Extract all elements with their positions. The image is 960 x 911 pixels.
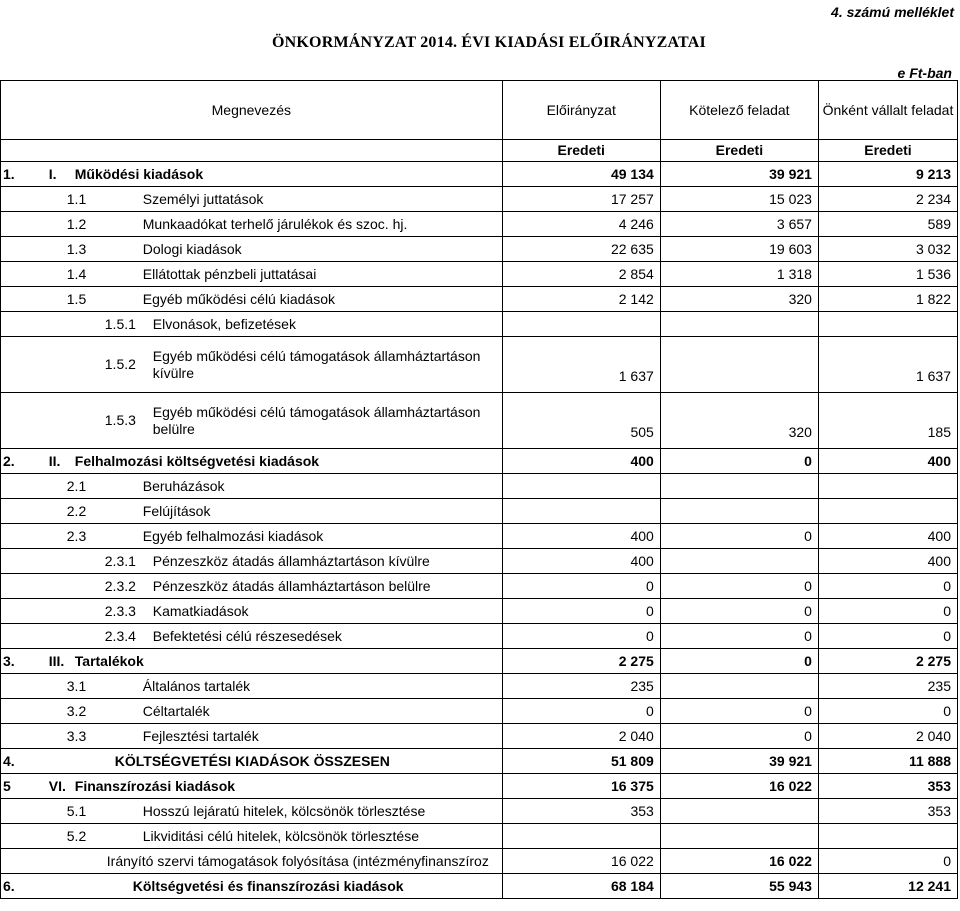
voluntary-value: 0 — [818, 599, 957, 624]
table-row — [1, 162, 958, 187]
row-label-cell — [39, 162, 502, 187]
mandatory-value: 1 318 — [660, 262, 818, 287]
row-label: Befektetési célú részesedések — [152, 627, 342, 644]
table-row — [1, 237, 958, 262]
table-row — [1, 749, 958, 774]
table-row — [1, 849, 958, 874]
row-number — [1, 599, 39, 624]
budget-value: 400 — [502, 449, 660, 474]
voluntary-value: 589 — [818, 212, 957, 237]
row-code: 1.3 — [66, 240, 87, 257]
table-row — [1, 312, 958, 337]
row-code: 1.5.3 — [104, 412, 136, 428]
row-label-cell — [39, 599, 502, 624]
row-label: Felhalmozási költségvetési kiadások — [74, 452, 320, 469]
row-label-wrap — [41, 348, 500, 382]
row-number — [1, 824, 39, 849]
budget-value — [502, 499, 660, 524]
header-voluntary: Önként vállalt feladat — [818, 81, 957, 140]
table-row — [1, 674, 958, 699]
row-code: 1.5 — [66, 290, 87, 307]
row-label-cell — [39, 874, 502, 899]
voluntary-value: 353 — [818, 799, 957, 824]
voluntary-value: 400 — [818, 524, 957, 549]
row-code: 2.3.2 — [104, 577, 136, 594]
row-number: 2. — [1, 449, 39, 474]
budget-value — [502, 474, 660, 499]
row-number — [1, 724, 39, 749]
budget-value: 400 — [502, 549, 660, 574]
row-label-cell — [39, 237, 502, 262]
table-row — [1, 624, 958, 649]
voluntary-value: 11 888 — [818, 749, 957, 774]
row-label: Kamatkiadások — [152, 602, 249, 619]
row-label-cell — [39, 724, 502, 749]
mandatory-value: 39 921 — [660, 162, 818, 187]
row-number — [1, 212, 39, 237]
subheader-mandatory: Eredeti — [660, 140, 818, 162]
table-row — [1, 574, 958, 599]
row-label-wrap — [41, 404, 500, 438]
row-label-wrap — [41, 217, 500, 232]
row-number: 6. — [1, 874, 39, 899]
row-code: 5.2 — [66, 827, 87, 844]
row-label-cell — [39, 624, 502, 649]
voluntary-value: 2 234 — [818, 187, 957, 212]
subheader-budget: Eredeti — [502, 140, 660, 162]
row-label: Ellátottak pénzbeli juttatásai — [142, 265, 317, 282]
table-row — [1, 549, 958, 574]
row-label-wrap — [41, 192, 500, 207]
mandatory-value — [660, 824, 818, 849]
voluntary-value: 235 — [818, 674, 957, 699]
row-label-cell — [39, 212, 502, 237]
row-label: Pénzeszköz átadás államháztartáson kívülre — [152, 552, 430, 569]
row-code: VI. — [48, 777, 66, 794]
table-row — [1, 774, 958, 799]
budget-value: 51 809 — [502, 749, 660, 774]
mandatory-value: 0 — [660, 599, 818, 624]
row-label-wrap — [41, 267, 500, 282]
row-label-cell — [39, 799, 502, 824]
row-label: Beruházások — [142, 477, 225, 494]
row-label-wrap — [41, 754, 500, 769]
mandatory-value — [660, 499, 818, 524]
row-label-cell — [39, 287, 502, 312]
voluntary-value — [818, 474, 957, 499]
row-label-wrap — [41, 292, 500, 307]
row-code: 2.3.3 — [104, 602, 136, 619]
row-label: Dologi kiadások — [142, 240, 242, 257]
row-label-cell — [39, 549, 502, 574]
row-number: 1. — [1, 162, 39, 187]
row-number — [1, 187, 39, 212]
row-label-cell — [39, 774, 502, 799]
table-row — [1, 524, 958, 549]
row-code: 2.2 — [66, 502, 87, 519]
voluntary-value: 12 241 — [818, 874, 957, 899]
row-label: Személyi juttatások — [142, 190, 264, 207]
voluntary-value: 3 032 — [818, 237, 957, 262]
row-code: 1.5.2 — [104, 356, 136, 372]
row-label-wrap — [41, 679, 500, 694]
row-code: 1.2 — [66, 215, 87, 232]
row-label-cell — [39, 187, 502, 212]
voluntary-value: 2 040 — [818, 724, 957, 749]
row-label-wrap — [41, 554, 500, 569]
page-title: ÖNKORMÁNYZAT 2014. ÉVI KIADÁSI ELŐIRÁNYZATAI — [272, 34, 706, 51]
mandatory-value: 0 — [660, 699, 818, 724]
budget-value: 353 — [502, 799, 660, 824]
expenditure-table — [0, 80, 958, 899]
row-label: Fejlesztési tartalék — [142, 727, 259, 744]
row-label: Finanszírozási kiadások — [74, 777, 236, 794]
mandatory-value — [660, 337, 818, 393]
row-label-wrap — [41, 604, 500, 619]
mandatory-value: 0 — [660, 624, 818, 649]
row-code: 2.1 — [66, 477, 87, 494]
row-label-cell — [39, 449, 502, 474]
row-label: Egyéb működési célú támogatások államháztartáson belülre — [152, 403, 481, 437]
row-label-cell — [39, 699, 502, 724]
row-label-wrap — [41, 854, 500, 869]
row-code: 2.3.4 — [104, 627, 136, 644]
mandatory-value: 0 — [660, 524, 818, 549]
row-label-cell — [39, 524, 502, 549]
row-number: 4. — [1, 749, 39, 774]
row-code: 3.1 — [66, 677, 87, 694]
table-row — [1, 393, 958, 449]
row-label: Irányító szervi támogatások folyósítása (intézményfinanszíroz — [106, 852, 489, 869]
row-label-cell — [39, 474, 502, 499]
voluntary-value — [818, 312, 957, 337]
mandatory-value: 320 — [660, 287, 818, 312]
row-number — [1, 799, 39, 824]
row-number — [1, 393, 39, 449]
budget-value: 400 — [502, 524, 660, 549]
row-label-wrap — [41, 479, 500, 494]
row-code: 1.4 — [66, 265, 87, 282]
row-number: 3. — [1, 649, 39, 674]
row-code: 2.3.1 — [104, 552, 136, 569]
table-header-row — [1, 81, 958, 140]
mandatory-value: 3 657 — [660, 212, 818, 237]
row-number — [1, 849, 39, 874]
row-code: 3.3 — [66, 727, 87, 744]
budget-value: 2 142 — [502, 287, 660, 312]
voluntary-value — [818, 499, 957, 524]
budget-value: 17 257 — [502, 187, 660, 212]
mandatory-value — [660, 312, 818, 337]
row-label-wrap — [41, 242, 500, 257]
row-label-wrap — [41, 529, 500, 544]
table-row — [1, 287, 958, 312]
budget-value: 16 022 — [502, 849, 660, 874]
mandatory-value: 15 023 — [660, 187, 818, 212]
budget-value — [502, 312, 660, 337]
mandatory-value: 0 — [660, 724, 818, 749]
budget-value: 4 246 — [502, 212, 660, 237]
mandatory-value: 39 921 — [660, 749, 818, 774]
row-label: Egyéb felhalmozási kiadások — [142, 527, 324, 544]
header-mandatory: Kötelező feladat — [660, 81, 818, 140]
budget-value: 16 375 — [502, 774, 660, 799]
annex-label: 4. számú melléklet — [831, 4, 954, 20]
header-name: Megnevezés — [1, 81, 503, 140]
row-label-wrap — [41, 454, 500, 469]
row-label: Egyéb működési célú támogatások államháztartáson kívülre — [152, 347, 481, 381]
row-number — [1, 674, 39, 699]
row-number — [1, 624, 39, 649]
row-code: 5.1 — [66, 802, 87, 819]
budget-value: 0 — [502, 599, 660, 624]
row-label-wrap — [41, 779, 500, 794]
subheader-empty — [1, 140, 503, 162]
voluntary-value: 9 213 — [818, 162, 957, 187]
mandatory-value: 0 — [660, 449, 818, 474]
table-row — [1, 824, 958, 849]
mandatory-value: 0 — [660, 574, 818, 599]
row-number — [1, 474, 39, 499]
mandatory-value: 19 603 — [660, 237, 818, 262]
row-number — [1, 262, 39, 287]
row-number — [1, 499, 39, 524]
row-label: Működési kiadások — [74, 165, 204, 182]
voluntary-value: 400 — [818, 449, 957, 474]
row-label-wrap — [41, 167, 500, 182]
row-label-wrap — [41, 579, 500, 594]
row-label: Pénzeszköz átadás államháztartáson belülre — [152, 577, 431, 594]
row-code: III. — [48, 652, 65, 669]
voluntary-value: 0 — [818, 574, 957, 599]
voluntary-value — [818, 824, 957, 849]
budget-value: 0 — [502, 574, 660, 599]
unit-label: e Ft-ban — [897, 65, 952, 81]
row-code: I. — [48, 165, 57, 182]
table-row — [1, 187, 958, 212]
row-label: Elvonások, befizetések — [152, 315, 296, 332]
table-row — [1, 212, 958, 237]
table-subheader-row — [1, 140, 958, 162]
row-label: Felújítások — [142, 502, 211, 519]
row-label-cell — [39, 499, 502, 524]
table-row — [1, 474, 958, 499]
row-number — [1, 337, 39, 393]
row-label-wrap — [41, 879, 500, 894]
row-label-cell — [39, 262, 502, 287]
row-label-cell — [39, 674, 502, 699]
budget-value: 49 134 — [502, 162, 660, 187]
mandatory-value: 55 943 — [660, 874, 818, 899]
row-label-cell — [39, 649, 502, 674]
row-label: Hosszú lejáratú hitelek, kölcsönök törlesztése — [142, 802, 426, 819]
row-label: Munkaadókat terhelő járulékok és szoc. hj. — [142, 215, 408, 232]
voluntary-value: 0 — [818, 699, 957, 724]
budget-value: 0 — [502, 699, 660, 724]
row-label-wrap — [41, 804, 500, 819]
row-code: 2.3 — [66, 527, 87, 544]
row-label: Költségvetési és finanszírozási kiadások — [132, 877, 404, 894]
table-row — [1, 449, 958, 474]
table-row — [1, 499, 958, 524]
row-label: Céltartalék — [142, 702, 210, 719]
table-row — [1, 337, 958, 393]
mandatory-value — [660, 674, 818, 699]
table-row — [1, 874, 958, 899]
row-number: 5 — [1, 774, 39, 799]
mandatory-value: 0 — [660, 649, 818, 674]
row-number — [1, 574, 39, 599]
voluntary-value: 353 — [818, 774, 957, 799]
row-label: Általános tartalék — [142, 677, 251, 694]
table-row — [1, 724, 958, 749]
budget-value: 2 040 — [502, 724, 660, 749]
mandatory-value — [660, 799, 818, 824]
row-label: Likviditási célú hitelek, kölcsönök törlesztése — [142, 827, 420, 844]
voluntary-value: 1 637 — [818, 337, 957, 393]
row-number — [1, 524, 39, 549]
table-row — [1, 262, 958, 287]
voluntary-value: 1 536 — [818, 262, 957, 287]
row-label-cell — [39, 574, 502, 599]
row-label-cell — [39, 393, 502, 449]
header-budget: Előirányzat — [502, 81, 660, 140]
mandatory-value — [660, 474, 818, 499]
row-label-cell — [39, 312, 502, 337]
budget-value: 2 854 — [502, 262, 660, 287]
row-label: Tartalékok — [74, 652, 144, 669]
row-number — [1, 549, 39, 574]
row-label-wrap — [41, 654, 500, 669]
row-number — [1, 312, 39, 337]
voluntary-value: 400 — [818, 549, 957, 574]
row-label: KÖLTSÉGVETÉSI KIADÁSOK ÖSSZESEN — [114, 752, 390, 769]
mandatory-value: 16 022 — [660, 849, 818, 874]
voluntary-value: 185 — [818, 393, 957, 449]
voluntary-value: 0 — [818, 624, 957, 649]
row-number — [1, 699, 39, 724]
row-code: 1.1 — [66, 190, 87, 207]
row-label-cell — [39, 337, 502, 393]
row-number — [1, 287, 39, 312]
mandatory-value: 16 022 — [660, 774, 818, 799]
voluntary-value: 0 — [818, 849, 957, 874]
row-label: Egyéb működési célú kiadások — [142, 290, 335, 307]
budget-value: 0 — [502, 624, 660, 649]
row-label-cell — [39, 824, 502, 849]
budget-value: 235 — [502, 674, 660, 699]
row-label-wrap — [41, 829, 500, 844]
row-code: II. — [48, 452, 61, 469]
mandatory-value: 320 — [660, 393, 818, 449]
row-code: 1.5.1 — [104, 315, 136, 332]
budget-value: 68 184 — [502, 874, 660, 899]
row-label-wrap — [41, 704, 500, 719]
row-label-cell — [39, 849, 502, 874]
voluntary-value: 1 822 — [818, 287, 957, 312]
budget-value: 1 637 — [502, 337, 660, 393]
table-row — [1, 799, 958, 824]
row-number — [1, 237, 39, 262]
row-label-wrap — [41, 629, 500, 644]
voluntary-value: 2 275 — [818, 649, 957, 674]
budget-value — [502, 824, 660, 849]
table-row — [1, 649, 958, 674]
row-label-cell — [39, 749, 502, 774]
row-label-wrap — [41, 729, 500, 744]
row-label-wrap — [41, 317, 500, 332]
table-row — [1, 599, 958, 624]
budget-value: 505 — [502, 393, 660, 449]
budget-value: 2 275 — [502, 649, 660, 674]
row-label-wrap — [41, 504, 500, 519]
budget-value: 22 635 — [502, 237, 660, 262]
mandatory-value — [660, 549, 818, 574]
subheader-voluntary: Eredeti — [818, 140, 957, 162]
row-code: 3.2 — [66, 702, 87, 719]
table-row — [1, 699, 958, 724]
